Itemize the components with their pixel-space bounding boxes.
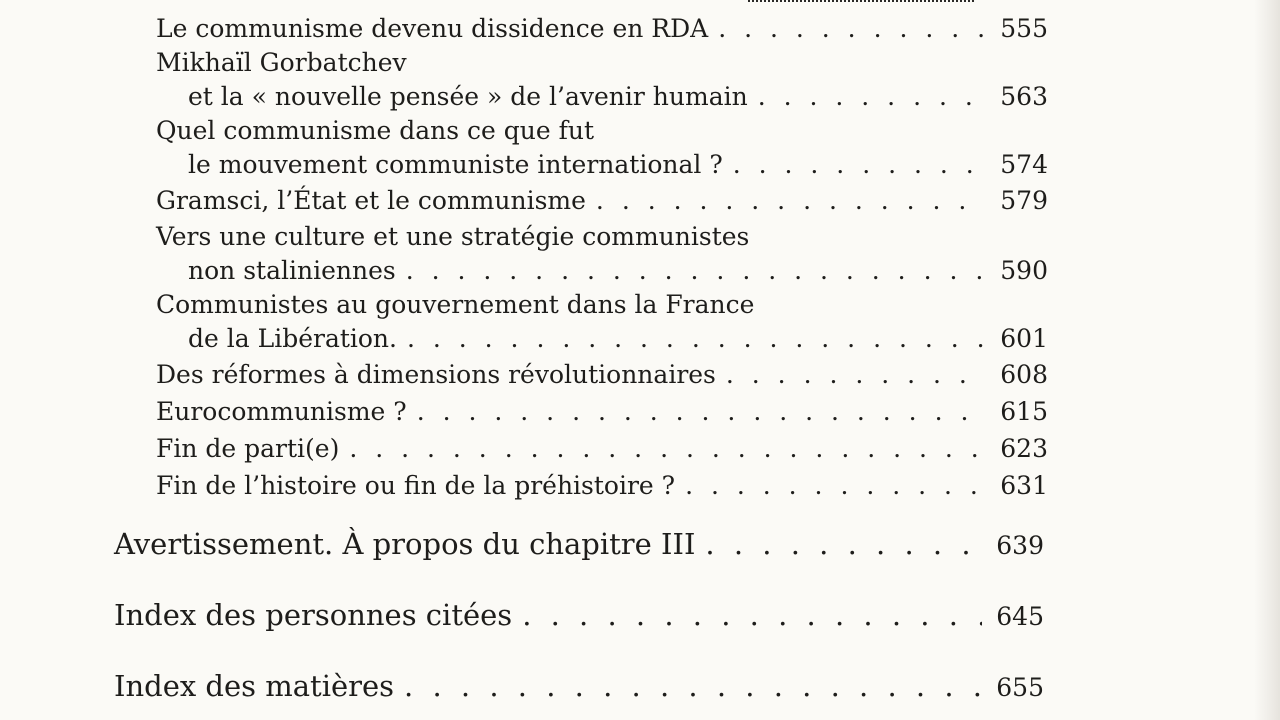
toc-entry-index-personnes <box>114 598 1044 634</box>
toc-leader-dots <box>726 360 986 390</box>
toc-entry-fin-de-partie <box>156 434 1048 464</box>
toc-entry-mouvement-communiste <box>156 116 1048 182</box>
toc-entry-title-line1: Mikhaïl Gorbatchev <box>156 48 407 77</box>
toc-entry-title-line2: non staliniennes <box>188 256 396 285</box>
toc-entry-title-line2: de la Libération. <box>188 324 397 353</box>
toc-entry-title-line1: Communistes au gouvernement dans la France <box>156 290 755 319</box>
toc-entry-title-line1: Quel communisme dans ce que fut <box>156 116 595 145</box>
page-edge-shadow <box>1254 0 1280 720</box>
toc-entry-liberation <box>156 290 1048 356</box>
toc-leader-dots <box>349 434 986 464</box>
toc-entry-title-line2: et la « nouvelle pensée » de l’avenir humain <box>188 82 748 111</box>
toc-entry-title: Gramsci, l’État et le communisme <box>156 186 586 215</box>
toc-page-number: 645 <box>996 602 1044 631</box>
toc-page-number: 655 <box>996 673 1044 702</box>
toc-entry-title: Fin de l’histoire ou fin de la préhistoire ? <box>156 471 676 500</box>
toc-leader-dots <box>733 150 987 180</box>
toc-leader-dots <box>522 598 982 632</box>
toc-entry-title: Le communisme devenu dissidence en RDA <box>156 14 709 43</box>
toc-entry-fin-histoire <box>156 471 1048 501</box>
toc-entry-title: Fin de parti(e) <box>156 434 340 463</box>
toc-entry-title: Index des matières <box>114 669 395 703</box>
toc-page-number: 555 <box>1000 14 1048 43</box>
toc-entry-title-line2: le mouvement communiste international ? <box>188 150 723 179</box>
toc-entry-eurocommunisme <box>156 397 1048 427</box>
toc-entry-rda <box>156 14 1048 44</box>
toc-page-number: 615 <box>1000 397 1048 426</box>
toc-leader-dots <box>758 82 987 112</box>
toc-entry-culture-strategie <box>156 222 1048 288</box>
toc-entry-title: Index des personnes citées <box>114 598 513 632</box>
toc-leader-dots <box>685 471 986 501</box>
toc-leader-dots <box>596 186 986 216</box>
toc-entry-index-matieres <box>114 669 1044 705</box>
toc-leader-dots <box>705 527 982 561</box>
toc-leader-dots <box>404 669 982 703</box>
toc-page-number: 579 <box>1000 186 1048 215</box>
toc-entry-gramsci <box>156 186 1048 216</box>
toc-entry-reformes <box>156 360 1048 390</box>
toc-page-number: 639 <box>996 531 1044 560</box>
toc-leader-dots <box>406 256 987 286</box>
toc-page-number: 623 <box>1000 434 1048 463</box>
toc-page-number: 590 <box>1000 256 1048 285</box>
toc-page-number: 601 <box>1000 324 1048 353</box>
toc-page-number: 608 <box>1000 360 1048 389</box>
toc-entry-title-line1: Vers une culture et une stratégie communistes <box>156 222 750 251</box>
toc-page-number: 574 <box>1000 150 1048 179</box>
toc-leader-dots <box>417 397 987 427</box>
toc-entry-title: Des réformes à dimensions révolutionnaires <box>156 360 716 389</box>
toc-leader-dots <box>407 324 986 354</box>
toc-entry-title: Avertissement. À propos du chapitre III <box>114 527 696 561</box>
toc-page-number: 563 <box>1000 82 1048 111</box>
toc-page-number: 631 <box>1000 471 1048 500</box>
toc-entry-avertissement <box>114 527 1044 563</box>
toc-entry-gorbatchev <box>156 48 1048 114</box>
toc-leader-dots <box>718 14 986 44</box>
toc-entry-title: Eurocommunisme ? <box>156 397 407 426</box>
